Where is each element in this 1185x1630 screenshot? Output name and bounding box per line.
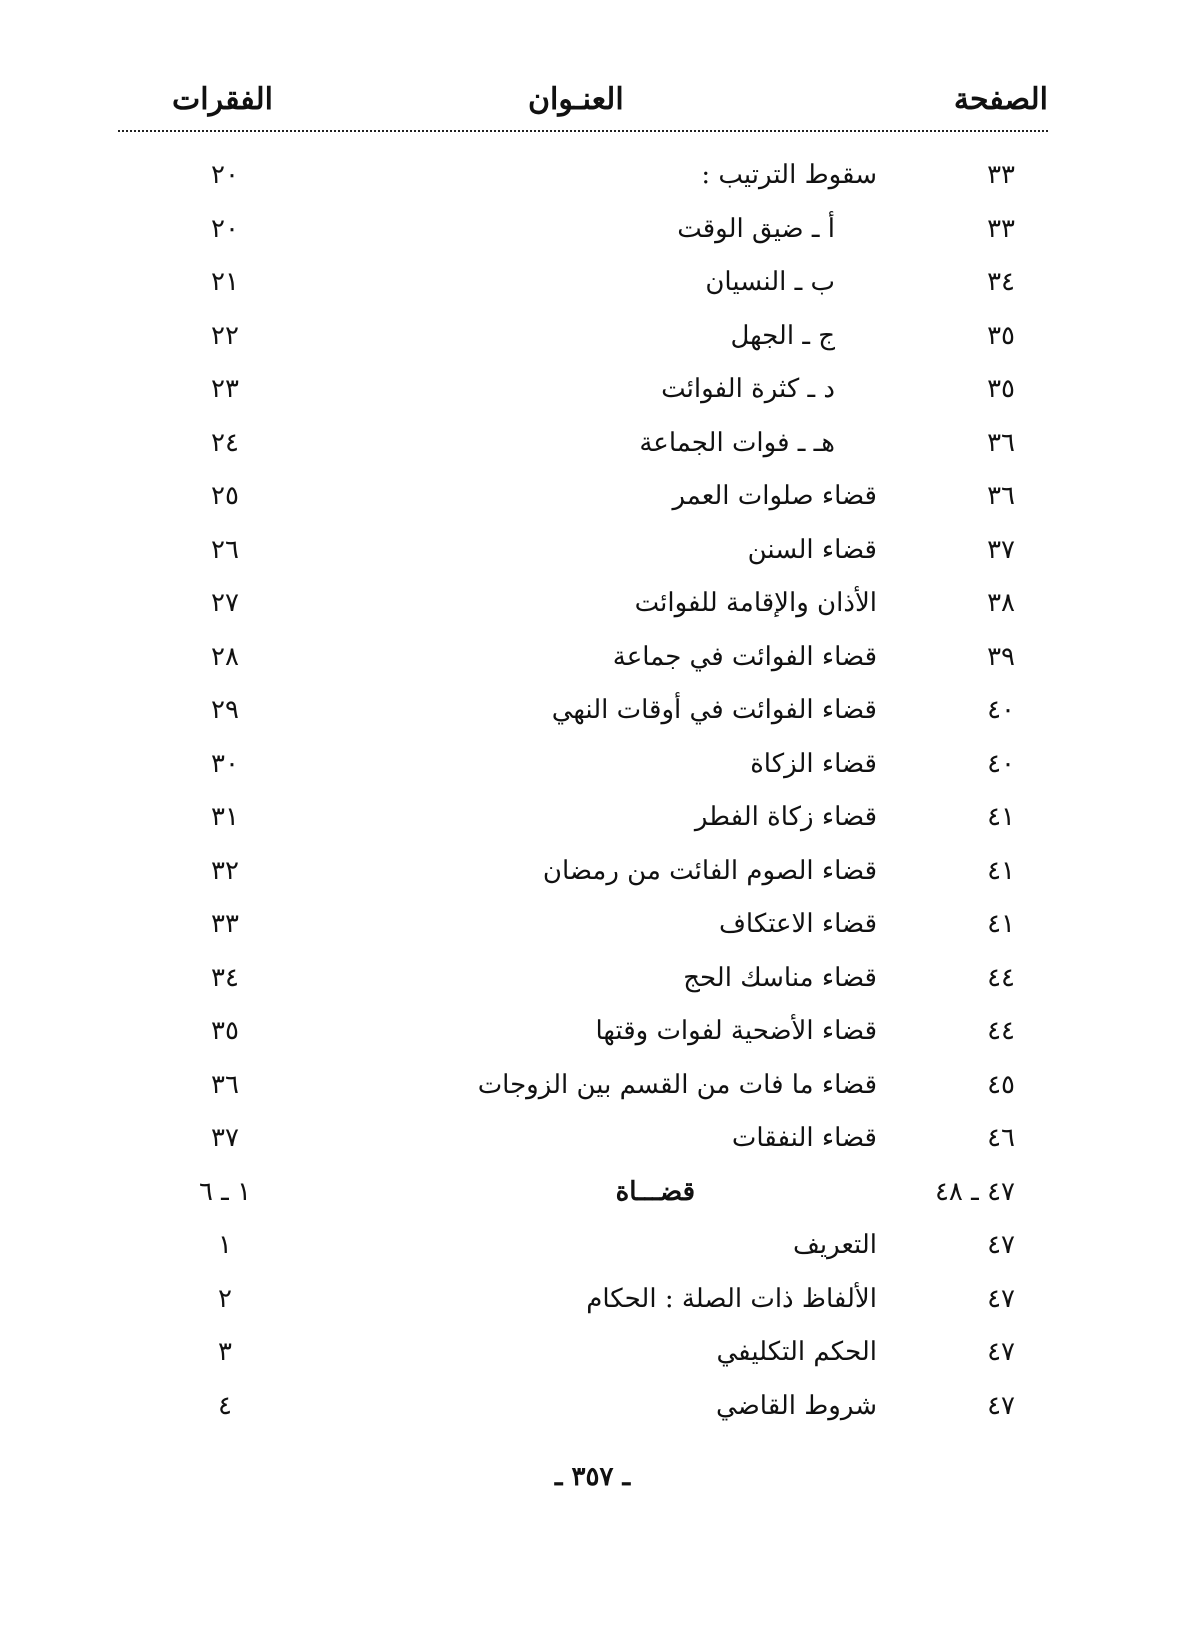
index-row — [0, 1228, 1185, 1282]
index-row — [0, 854, 1185, 908]
row-title: قضاء الزكاة — [750, 748, 877, 779]
row-page-number: ٤٧ — [987, 1390, 1015, 1421]
index-row — [0, 1014, 1185, 1068]
row-title: الحكم التكليفي — [716, 1337, 877, 1367]
row-title: هـ ـ فوات الجماعة — [639, 427, 835, 458]
row-page-number: ٤٦ — [987, 1123, 1015, 1153]
index-row — [0, 1068, 1185, 1122]
index-row — [0, 747, 1185, 801]
row-title: شروط القاضي — [716, 1390, 877, 1421]
row-title: ب ـ النسيان — [705, 267, 835, 297]
row-paragraph: ٢٥ — [211, 481, 239, 511]
page-number: ـ ٣٥٧ ـ — [554, 1462, 631, 1492]
row-page-number: ٤٧ — [987, 1337, 1015, 1367]
row-page-number: ٣٨ — [987, 588, 1015, 618]
index-row — [0, 319, 1185, 373]
row-page-number: ٣٣ — [987, 160, 1015, 190]
row-title: قضاء الاعتكاف — [718, 909, 877, 939]
row-page-number: ٤٤ — [987, 1016, 1015, 1046]
row-page-number: ٤٠ — [987, 748, 1015, 779]
row-page-number: ٤١ — [987, 909, 1015, 939]
row-title: قضاء مناسك الحج — [683, 962, 877, 993]
index-row — [0, 961, 1185, 1015]
row-paragraph: ٢٧ — [211, 588, 239, 618]
index-row — [0, 640, 1185, 694]
row-page-number: ٣٦ — [987, 481, 1015, 511]
index-row — [0, 372, 1185, 426]
row-title: قضاء الفوائت في جماعة — [612, 641, 877, 672]
row-page-number: ٤١ — [987, 802, 1015, 832]
row-page-number: ٤٥ — [987, 1069, 1015, 1100]
index-row — [0, 586, 1185, 640]
row-paragraph: ٣٧ — [211, 1123, 239, 1153]
row-paragraph: ٣١ — [211, 802, 239, 832]
row-paragraph: ٢٠ — [211, 213, 239, 244]
row-paragraph: ١ ـ ٦ — [198, 1176, 252, 1207]
index-row — [0, 800, 1185, 854]
row-paragraph: ٢ — [218, 1283, 232, 1314]
index-row — [0, 907, 1185, 961]
row-title: التعريف — [792, 1230, 877, 1260]
row-page-number: ٣٣ — [987, 213, 1015, 244]
table-header — [118, 82, 1048, 132]
row-title: قضاء صلوات العمر — [672, 481, 877, 511]
row-paragraph: ٣ — [218, 1337, 232, 1367]
row-paragraph: ٣٤ — [211, 962, 239, 993]
row-page-number: ٤٧ ـ ٤٨ — [934, 1176, 1015, 1207]
row-paragraph: ٤ — [218, 1390, 232, 1421]
row-paragraph: ١ — [218, 1230, 232, 1260]
row-title: سقوط الترتيب : — [701, 160, 877, 190]
row-page-number: ٣٩ — [987, 641, 1015, 672]
row-title: قضاء السنن — [747, 534, 877, 565]
row-paragraph: ٢٨ — [211, 641, 239, 672]
row-title: الأذان والإقامة للفوائت — [634, 588, 877, 618]
row-page-number: ٤٧ — [987, 1283, 1015, 1314]
row-paragraph: ٢١ — [211, 267, 239, 297]
row-title: أ ـ ضيق الوقت — [677, 213, 835, 244]
index-row — [0, 1389, 1185, 1443]
header-title-label: العنـوان — [528, 82, 624, 117]
row-page-number: ٤٤ — [987, 962, 1015, 993]
row-page-number: ٣٦ — [987, 427, 1015, 458]
row-title: قضاء زكاة الفطر — [694, 802, 877, 832]
row-page-number: ٣٧ — [987, 534, 1015, 565]
row-title: الألفاظ ذات الصلة : الحكام — [586, 1283, 877, 1314]
row-title: قضاء ما فات من القسم بين الزوجات — [477, 1069, 877, 1100]
row-title: قضاء الفوائت في أوقات النهي — [551, 695, 877, 725]
index-row — [0, 1335, 1185, 1389]
index-row — [0, 212, 1185, 266]
row-paragraph: ٢٣ — [211, 374, 239, 404]
index-row — [0, 1282, 1185, 1336]
index-row — [0, 1175, 1185, 1229]
row-page-number: ٣٥ — [987, 320, 1015, 351]
header-paragraphs-label: الفقرات — [172, 82, 273, 117]
index-rows — [0, 158, 1185, 1442]
row-paragraph: ٣٥ — [211, 1016, 239, 1046]
index-row — [0, 158, 1185, 212]
header-page-label: الصفحة — [953, 82, 1048, 117]
row-page-number: ٤٧ — [987, 1230, 1015, 1260]
row-title: د ـ كثرة الفوائت — [661, 374, 835, 404]
row-page-number: ٤٠ — [987, 695, 1015, 725]
row-title: ج ـ الجهل — [730, 320, 835, 351]
row-paragraph: ٣٣ — [211, 909, 239, 939]
row-page-number: ٤١ — [987, 855, 1015, 886]
row-paragraph: ٢٦ — [211, 534, 239, 565]
row-title: قضاء النفقات — [731, 1123, 877, 1153]
row-page-number: ٣٤ — [987, 267, 1015, 297]
index-row — [0, 426, 1185, 480]
row-paragraph: ٢٢ — [211, 320, 239, 351]
row-title: قضاء الصوم الفائت من رمضان — [542, 855, 877, 886]
row-title: قضـــاة — [615, 1176, 695, 1207]
index-row — [0, 693, 1185, 747]
row-paragraph: ٢٠ — [211, 160, 239, 190]
row-paragraph: ٢٤ — [211, 427, 239, 458]
index-row — [0, 533, 1185, 587]
index-row — [0, 479, 1185, 533]
row-paragraph: ٣٢ — [211, 855, 239, 886]
index-row — [0, 265, 1185, 319]
row-paragraph: ٢٩ — [211, 695, 239, 725]
row-paragraph: ٣٦ — [211, 1069, 239, 1100]
row-paragraph: ٣٠ — [211, 748, 239, 779]
row-page-number: ٣٥ — [987, 374, 1015, 404]
row-title: قضاء الأضحية لفوات وقتها — [595, 1016, 877, 1046]
index-row — [0, 1121, 1185, 1175]
